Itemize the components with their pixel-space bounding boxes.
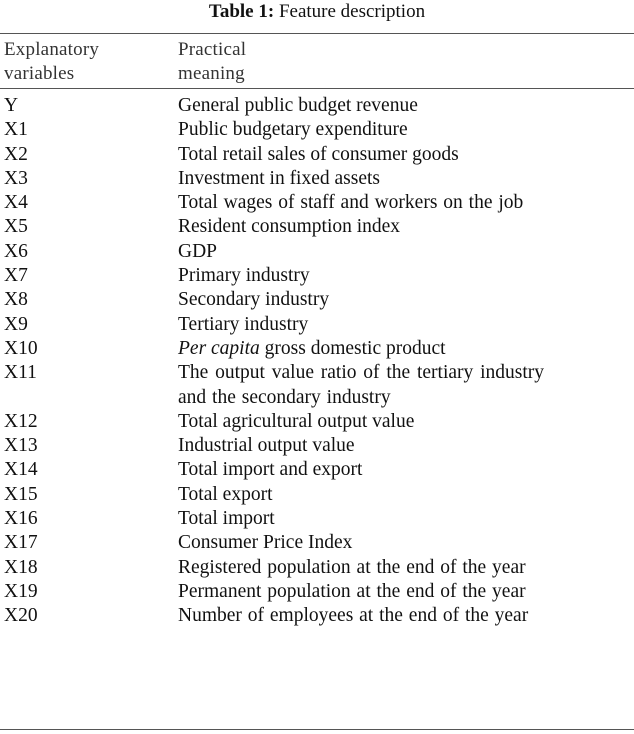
meaning-cell: Number of employees at the end of the year [178, 605, 529, 627]
variable-cell: X15 [4, 483, 38, 505]
table-row [0, 167, 634, 191]
variable-cell: X3 [4, 167, 28, 189]
variable-cell: X13 [4, 435, 38, 457]
variable-cell: X11 [4, 362, 37, 384]
header-explanatory-variables [4, 38, 169, 86]
variable-cell: X16 [4, 508, 38, 530]
meaning-italic-text: Per capita [178, 337, 260, 359]
meaning-cell: Total retail sales of consumer goods [178, 143, 459, 165]
variable-cell: X7 [4, 265, 28, 287]
table-header-rule [0, 88, 634, 89]
variable-cell: X17 [4, 532, 38, 554]
table-row [0, 215, 634, 239]
variable-cell: X6 [4, 240, 28, 262]
table-row [0, 580, 634, 604]
header-practical-meaning [178, 38, 558, 86]
table-body [0, 94, 634, 629]
variable-cell: X12 [4, 410, 38, 432]
table-row [0, 94, 634, 118]
table-row [0, 143, 634, 167]
meaning-cell: Primary industry [178, 265, 310, 287]
table-row [0, 531, 634, 555]
table-row [0, 240, 634, 264]
meaning-cell: Total export [178, 483, 273, 505]
header-col1-line2: variables [4, 63, 75, 84]
meaning-cell: Registered population at the end of the year [178, 556, 526, 578]
table-bottom-rule [0, 729, 634, 730]
variable-cell: X1 [4, 119, 28, 141]
meaning-cell: The output value ratio of the tertiary industry and the secondary industry [178, 362, 544, 408]
variable-cell: Y [4, 95, 19, 116]
meaning-cell: Total import and export [178, 459, 363, 481]
table-caption-label: Table 1: [208, 1, 275, 22]
meaning-rest-text: gross domestic product [264, 337, 446, 359]
table-row [0, 361, 634, 410]
table-row [0, 313, 634, 337]
meaning-cell: Permanent population at the end of the year [178, 580, 526, 602]
meaning-cell: Secondary industry [178, 289, 330, 311]
meaning-cell: Total import [178, 508, 275, 530]
meaning-cell: GDP [178, 240, 218, 262]
meaning-cell: Tertiary industry [178, 313, 309, 335]
variable-cell: X8 [4, 289, 28, 311]
meaning-cell [178, 337, 544, 361]
meaning-cell: Public budgetary expenditure [178, 119, 408, 141]
table-row [0, 288, 634, 312]
table-row [0, 264, 634, 288]
meaning-cell: Total agricultural output value [178, 410, 415, 432]
header-col2-line1: Practical [178, 39, 247, 60]
table-row [0, 458, 634, 482]
meaning-cell: Consumer Price Index [178, 532, 353, 554]
variable-cell: X9 [4, 313, 28, 335]
table-row [0, 507, 634, 531]
variable-cell: X19 [4, 580, 38, 602]
variable-cell: X18 [4, 556, 38, 578]
table-header [0, 38, 634, 86]
table-top-rule [0, 33, 634, 34]
variable-cell: X4 [4, 192, 28, 214]
meaning-cell: Resident consumption index [178, 216, 401, 238]
header-col1-line1: Explanatory [4, 39, 100, 60]
table-caption-title: Feature description [278, 1, 426, 22]
variable-cell: X14 [4, 459, 38, 481]
meaning-cell: Total wages of staff and workers on the job [178, 192, 524, 214]
table-row [0, 483, 634, 507]
variable-cell: X20 [4, 605, 38, 627]
table-row [0, 191, 634, 215]
table-row [0, 434, 634, 458]
table-caption [0, 0, 634, 24]
meaning-cell: Industrial output value [178, 435, 355, 457]
variable-cell: X10 [4, 337, 38, 359]
meaning-cell: General public budget revenue [178, 95, 418, 116]
meaning-cell: Investment in fixed assets [178, 167, 380, 189]
variable-cell: X5 [4, 216, 28, 238]
variable-cell: X2 [4, 143, 28, 165]
header-col2-line2: meaning [178, 63, 245, 84]
table-row [0, 604, 634, 628]
table-row [0, 337, 634, 361]
table-row [0, 556, 634, 580]
table-row [0, 410, 634, 434]
table-row [0, 118, 634, 142]
